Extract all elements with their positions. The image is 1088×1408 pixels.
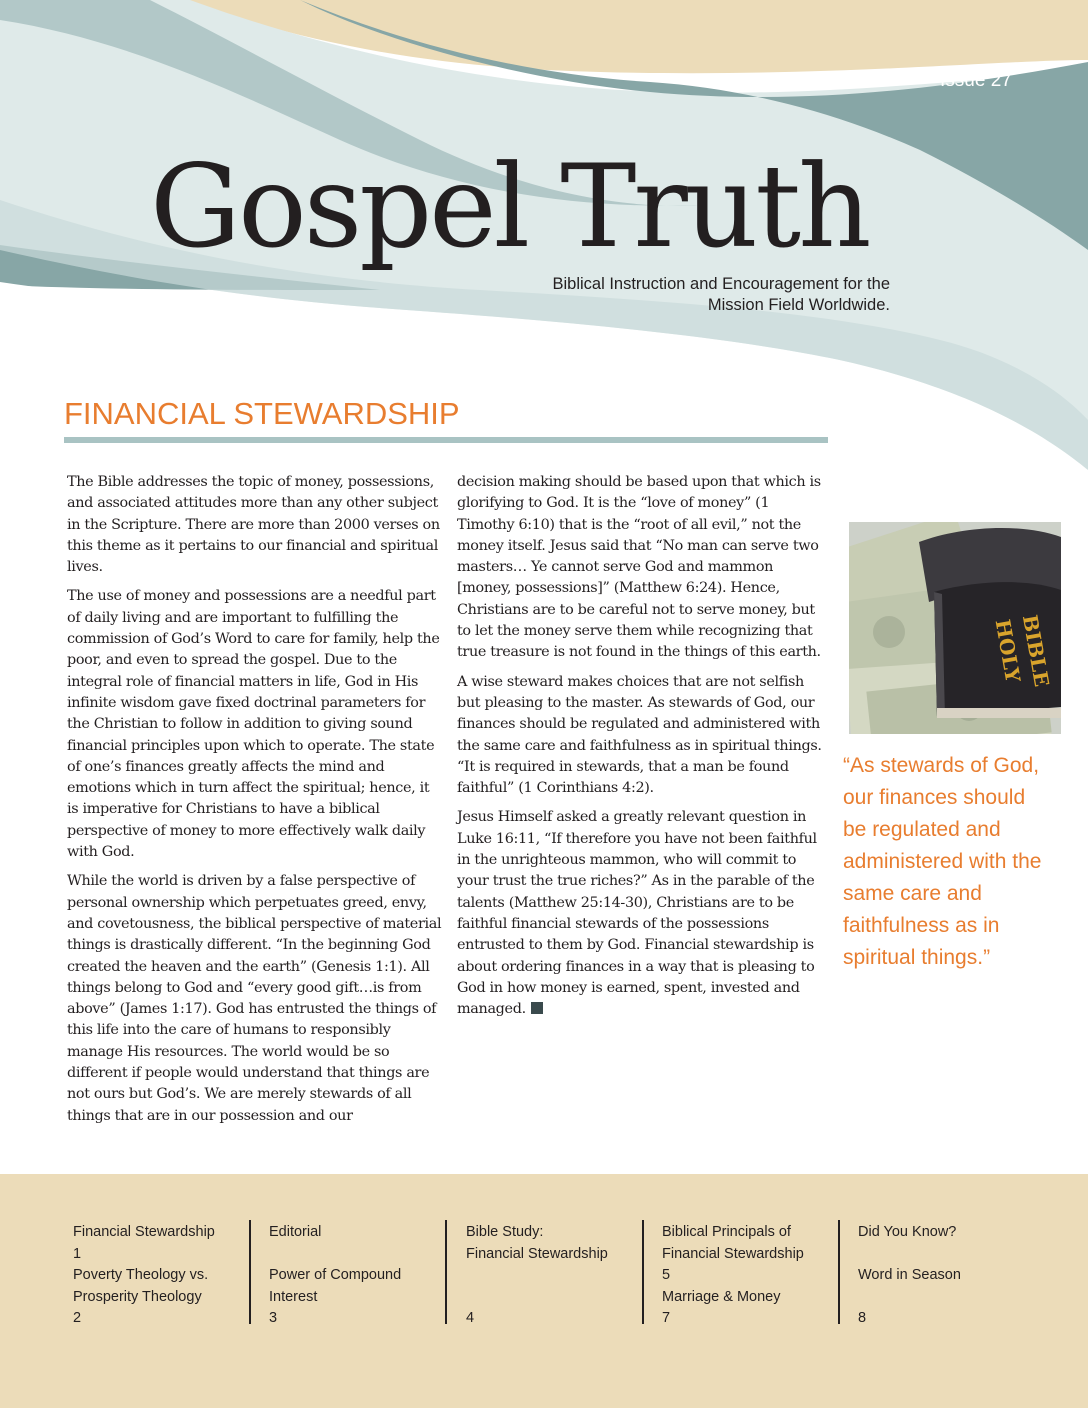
article-column-2 xyxy=(457,472,829,1028)
toc-line[interactable]: Bible Study: xyxy=(466,1224,544,1240)
toc-line: 4 xyxy=(466,1310,475,1326)
toc-line[interactable]: Editorial xyxy=(269,1224,322,1240)
paragraph: While the world is driven by a false perspective of personal ownership which perpetuates greed, envy, and covetousness, the biblical perspective of material things is drastically different. “In the beginning God created the heaven and the earth” (Genesis 1:1). All things belong to God and “every good gift…is from above” (James 1:17). God has entrusted the things of this life into the care of humans to responsibly manage His resources. The world would be so different if people would understand that things are not ours but God’s. We are merely stewards of all things that are in our possession and our xyxy=(67,873,442,1124)
title-rule xyxy=(64,437,828,443)
issue-number: Issue 27 xyxy=(940,70,1012,91)
toc-divider xyxy=(445,1220,447,1324)
bible-and-money-photo xyxy=(849,522,1061,734)
article-column-1 xyxy=(67,472,442,1135)
toc-line[interactable]: Power of Compound xyxy=(269,1267,402,1283)
toc-line[interactable]: Marriage & Money xyxy=(662,1288,781,1305)
paragraph: decision making should be based upon that which is glorifying to God. It is the “love of money” (1 Timothy 6:10) that is the “root of all evil,” not the money itself. Jesus said that “No man can serve two masters… Ye cannot serve God and mammon [money, possessions]” (Matthew 6:24). Hence, Christians are to be careful not to serve money, but to let the money serve them while recognizing that true treasure is not found in the things of this earth. xyxy=(457,474,821,661)
toc-divider xyxy=(249,1220,251,1324)
toc-line[interactable]: Interest xyxy=(269,1288,318,1305)
toc-line[interactable]: Word in Season xyxy=(858,1267,961,1283)
toc-line: 5 xyxy=(662,1267,671,1283)
toc-column xyxy=(269,1222,401,1330)
toc-column xyxy=(73,1222,215,1330)
photo-text-bible: BIBLE xyxy=(1017,613,1055,689)
paragraph: A wise steward makes choices that are not selfish but pleasing to the master. As stewards of God, our finances should be regulated and administered with the same care and faithfulness as in spiritual things. “It is required in stewards, that a man be found faithful” (1 Corinthians 4:2). xyxy=(457,673,822,797)
toc-line xyxy=(858,1244,961,1266)
toc-line: 7 xyxy=(662,1310,671,1326)
tagline-line: Mission Field Worldwide. xyxy=(707,296,890,314)
pull-quote: “As stewards of God, our finances should be regulated and administered with the same care and faithfulness as in spiritual things.” xyxy=(843,754,1042,969)
paragraph xyxy=(457,807,829,1020)
toc-column xyxy=(662,1222,804,1330)
toc-line xyxy=(466,1287,608,1309)
toc-line[interactable]: Did You Know? xyxy=(858,1224,957,1240)
toc-line xyxy=(466,1265,608,1287)
paragraph-text: Jesus Himself asked a greatly relevant question in Luke 16:11, “If therefore you have not been faithful in the unrighteous mammon, who will commit to your trust the true riches?” As in the parable of the talents (Matthew 25:14-30), Christians are to be faithful financial stewards of the possessions entrusted to them by God. Financial stewardship is about ordering finances in a way that is pleasing to God in how money is earned, spent, invested and managed. xyxy=(457,809,817,1018)
toc-line xyxy=(858,1287,961,1309)
photo-text-holy: HOLY xyxy=(990,617,1026,685)
toc-line: 3 xyxy=(269,1310,278,1326)
masthead-title: Gospel Truth xyxy=(150,140,869,273)
paragraph: The use of money and possessions are a needful part of daily living and are important to fulfilling the commission of God’s Word to care for family, help the poor, and even to spread the gospel. Due to the integral role of financial matters in life, God in His infinite wisdom gave fixed doctrinal parameters for the Christian to follow in addition to giving sound financial principles upon which to operate. The state of one’s finances greatly affects the mind and emotions which in turn affect the spiritual; hence, it is imperative for Christians to have a biblical perspective of money to more effectively walk daily with God. xyxy=(67,588,440,861)
toc-line[interactable]: Prosperity Theology xyxy=(73,1288,202,1305)
toc-line xyxy=(269,1244,401,1266)
toc-column xyxy=(466,1222,608,1330)
toc-line[interactable]: Poverty Theology vs. xyxy=(73,1267,209,1283)
toc-divider xyxy=(642,1220,644,1324)
toc-column xyxy=(858,1222,961,1330)
paragraph: The Bible addresses the topic of money, possessions, and associated attitudes more than any other subject in the Scripture. There are more than 2000 verses on this theme as it pertains to our financial and spiritual lives. xyxy=(67,474,440,576)
toc-line: 2 xyxy=(73,1310,82,1326)
toc-line: 8 xyxy=(858,1310,867,1326)
toc-divider xyxy=(838,1220,840,1324)
toc-line[interactable]: Financial Stewardship xyxy=(662,1245,804,1262)
tagline xyxy=(480,274,890,316)
toc-line[interactable]: Financial Stewardship xyxy=(466,1245,608,1262)
tagline-line: Biblical Instruction and Encouragement for the xyxy=(552,275,890,293)
toc-line[interactable]: Financial Stewardship xyxy=(73,1224,215,1240)
end-of-article-mark xyxy=(531,1002,543,1014)
article-title: FINANCIAL STEWARDSHIP xyxy=(64,396,460,431)
toc-line: 1 xyxy=(73,1245,82,1262)
toc-line[interactable]: Biblical Principals of xyxy=(662,1224,791,1240)
